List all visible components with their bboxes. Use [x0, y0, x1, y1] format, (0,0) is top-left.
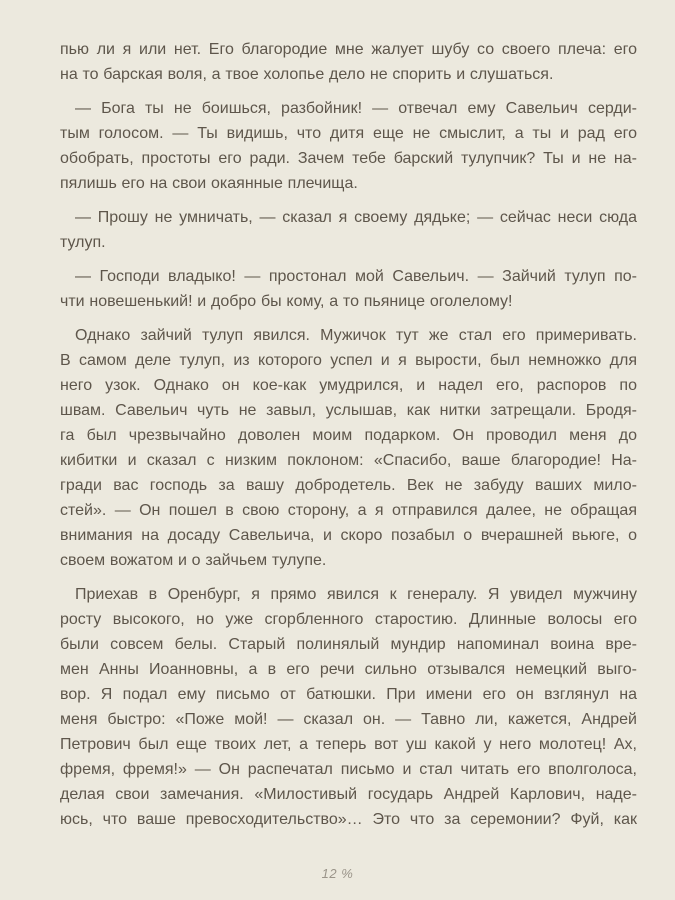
text-line: обобрать, простоты его ради. Зачем тебе барский тулупчик? Ты и не на-: [60, 150, 637, 167]
text-line: пялишь его на свои окаянные плечища.: [60, 175, 358, 192]
text-line: делая свои замечания. «Милостивый государь Андрей Карлович, наде-: [60, 786, 637, 803]
paragraph: [60, 582, 637, 832]
text-line: тулуп.: [60, 234, 106, 251]
text-line: Приехав в Оренбург, я прямо явился к генералу. Я увидел мужчину: [75, 586, 637, 603]
text-line: В самом деле тулуп, из которого успел и я вырости, был немножко для: [60, 352, 637, 369]
text-line: — Прошу не умничать, — сказал я своему дядьке; — сейчас неси сюда: [75, 209, 637, 226]
text-line: га был чрезвычайно доволен моим подарком. Он проводил меня до: [60, 427, 637, 444]
text-line: швам. Савельич чуть не завыл, услышав, как нитки затрещали. Бродя-: [60, 402, 637, 419]
text-line: тым голосом. — Ты видишь, что дитя еще не смыслит, а ты и рад его: [60, 125, 637, 142]
text-line: внимания на досаду Савельича, и скоро позабыл о вчерашней вьюге, о: [60, 527, 637, 544]
text-line: кибитки и сказал с низким поклоном: «Спасибо, ваше благородие! На-: [60, 452, 637, 469]
reading-progress-label: 12 %: [321, 866, 354, 881]
paragraph: [60, 96, 637, 196]
text-line: мен Анны Иоанновны, а в его речи сильно отзывался немецкий выго-: [60, 661, 637, 678]
text-line: Однако зайчий тулуп явился. Мужичок тут же стал его примеривать.: [75, 327, 637, 344]
text-line: — Бога ты не боишься, разбойник! — отвечал ему Савельич серди-: [75, 100, 637, 117]
paragraph: [60, 264, 637, 314]
text-line: чти новешенький! и добро бы кому, а то пьянице оголелому!: [60, 293, 513, 310]
text-line: фремя, фремя!» — Он распечатал письмо и стал читать его вполголоса,: [60, 761, 637, 778]
text-line: юсь, что ваше превосходительство»… Это что за серемонии? Фуй, как: [60, 811, 637, 828]
text-line: пью ли я или нет. Его благородие мне жалует шубу со своего плеча: его: [60, 41, 637, 58]
book-text: [60, 37, 637, 832]
text-line: него узок. Однако он кое-как умудрился, и надел его, распоров по: [60, 377, 637, 394]
text-line: — Господи владыко! — простонал мой Савельич. — Зайчий тулуп по-: [75, 268, 637, 285]
text-line: были совсем белы. Старый полинялый мундир напоминал воина вре-: [60, 636, 637, 653]
text-line: меня быстро: «Поже мой! — сказал он. — Тавно ли, кажется, Андрей: [60, 711, 637, 728]
text-line: гради вас господь за вашу добродетель. Век не забуду ваших мило-: [60, 477, 637, 494]
text-line: Петрович был еще твоих лет, а теперь вот уш какой у него молотец! Ах,: [60, 736, 637, 753]
paragraph: [60, 323, 637, 573]
text-line: на то барская воля, а твое холопье дело не спорить и слушаться.: [60, 66, 554, 83]
paragraph: [60, 37, 637, 87]
text-line: вор. Я подал ему письмо от батюшки. При имени его он взглянул на: [60, 686, 637, 703]
paragraph: [60, 205, 637, 255]
text-line: своем вожатом и о зайчьем тулупе.: [60, 552, 327, 569]
text-line: стей». — Он пошел в свою сторону, а я отправился далее, не обращая: [60, 502, 637, 519]
text-line: росту высокого, но уже сгорбленного старостию. Длинные волосы его: [60, 611, 637, 628]
